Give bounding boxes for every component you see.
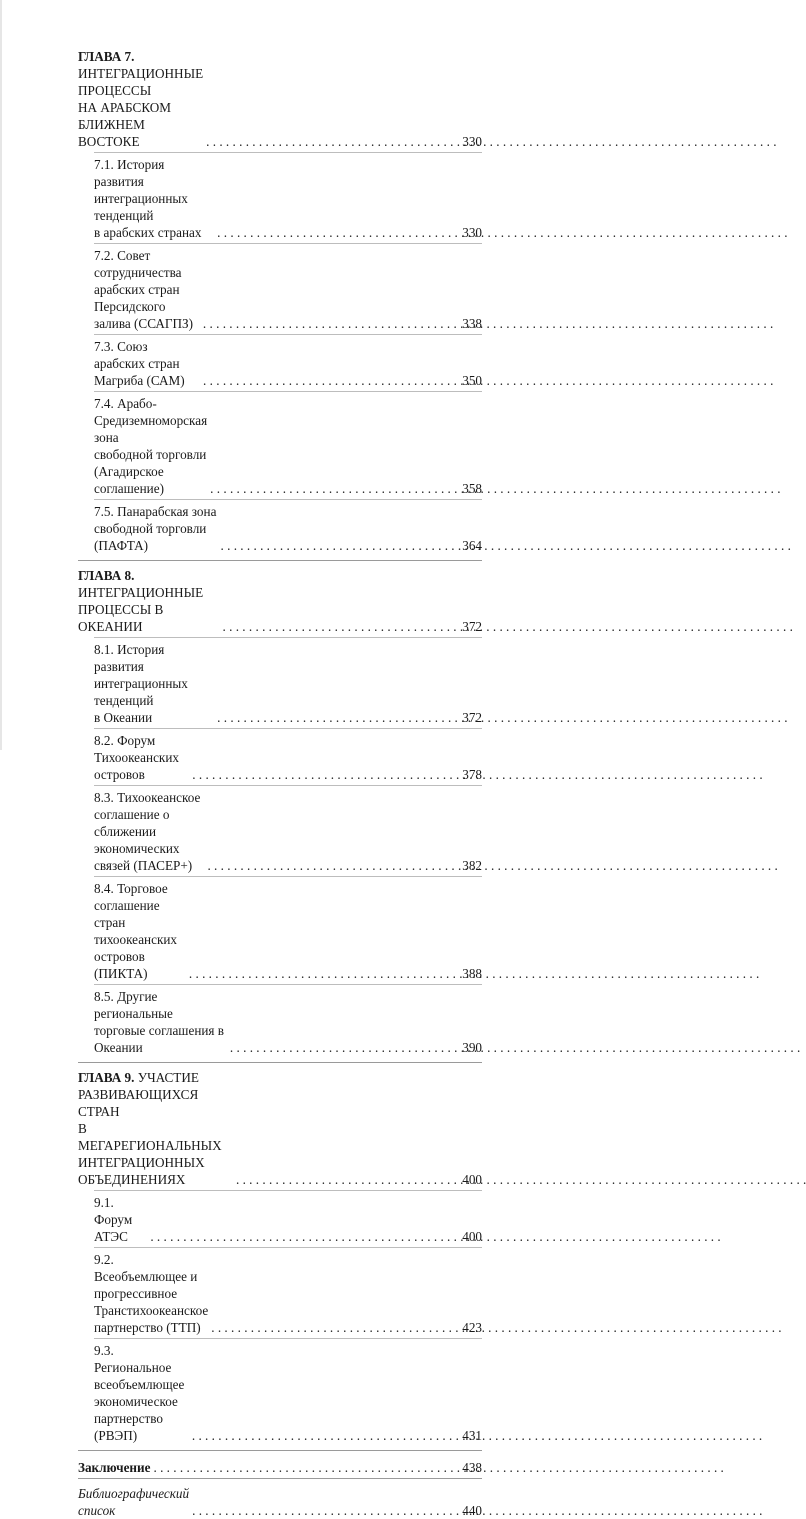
divider: [94, 984, 482, 985]
divider: [94, 391, 482, 392]
divider: [78, 1478, 482, 1479]
toc-item-line2: свободной торговли (Агадирское соглашение): [94, 447, 207, 496]
toc-item-8-5[interactable]: [78, 988, 482, 1056]
toc-item-page: 431: [462, 1428, 482, 1443]
toc-item-9-2[interactable]: [78, 1251, 482, 1336]
toc-item-line1: 8.3. Тихоокеанское соглашение о сближении: [94, 790, 201, 839]
toc-item-7-4[interactable]: [78, 395, 482, 497]
toc-item-line2: Транстихоокеанское партнерство (ТТП): [94, 1303, 209, 1335]
toc-item-line1: 7.3. Союз арабских стран Магриба (САМ): [94, 339, 185, 388]
divider: [94, 152, 482, 153]
chapter-9-page: 400: [462, 1172, 482, 1187]
toc-item-line2: экономическое партнерство (РВЭП): [94, 1394, 178, 1443]
toc-item-line1: 7.1. История развития интеграционных тенденций: [94, 157, 188, 223]
dot-leader: [150, 1228, 459, 1245]
chapter-9-title-line2: В МЕГАРЕГИОНАЛЬНЫХ ИНТЕГРАЦИОННЫХ ОБЪЕДИНЕНИЯХ: [78, 1121, 222, 1187]
chapter-8-page: 372: [462, 619, 482, 634]
toc-item-7-5[interactable]: [78, 503, 482, 554]
toc-item-page: 423: [462, 1320, 482, 1335]
dot-leader: [153, 1459, 459, 1476]
divider: [94, 785, 482, 786]
page-edge: [0, 0, 2, 750]
toc-item-page: 364: [462, 538, 482, 553]
toc-item-9-3[interactable]: [78, 1342, 482, 1444]
toc-item-7-1[interactable]: [78, 156, 482, 241]
dot-leader: [236, 1171, 459, 1188]
dot-leader: [217, 224, 459, 241]
dot-leader: [207, 857, 459, 874]
dot-leader: [192, 1502, 459, 1519]
chapter-7-heading[interactable]: [78, 48, 482, 150]
bibliography-label: Библиографический список: [78, 1486, 190, 1518]
toc-item-7-2[interactable]: [78, 247, 482, 332]
chapter-7-label: ГЛАВА 7.: [78, 49, 135, 64]
toc-item-page: 378: [462, 767, 482, 782]
toc-item-8-2[interactable]: [78, 732, 482, 783]
dot-leader: [210, 480, 459, 497]
dot-leader: [206, 133, 459, 150]
toc-bibliography[interactable]: [78, 1485, 482, 1519]
chapter-9-title-line1: УЧАСТИЕ РАЗВИВАЮЩИХСЯ СТРАН: [78, 1070, 199, 1119]
toc-item-7-3[interactable]: [78, 338, 482, 389]
toc-item-page: 372: [462, 710, 482, 725]
chapter-9-heading[interactable]: [78, 1069, 482, 1188]
toc-item-line1: 8.2. Форум Тихоокеанских островов: [94, 733, 179, 782]
dot-leader: [221, 537, 459, 554]
chapter-8-heading[interactable]: [78, 567, 482, 635]
divider: [94, 1247, 482, 1248]
toc-item-8-3[interactable]: [78, 789, 482, 874]
conclusion-page: 438: [462, 1460, 482, 1475]
toc-item-line2: тихоокеанских островов (ПИКТА): [94, 932, 178, 981]
toc-item-page: 388: [462, 966, 482, 981]
toc-item-line1: 7.5. Панарабская зона свободной торговли (ПАФТА): [94, 504, 217, 553]
chapter-9-label: ГЛАВА 9.: [78, 1070, 135, 1085]
bibliography-page: 440: [462, 1503, 482, 1518]
toc-item-8-1[interactable]: [78, 641, 482, 726]
toc-item-page: 350: [462, 373, 482, 388]
dot-leader: [211, 1319, 459, 1336]
divider: [94, 728, 482, 729]
chapter-8: [78, 567, 482, 1056]
toc-item-page: 358: [462, 481, 482, 496]
dot-leader: [230, 1039, 459, 1056]
chapter-8-label: ГЛАВА 8.: [78, 568, 135, 583]
dot-leader: [192, 766, 459, 783]
divider: [94, 334, 482, 335]
chapter-divider: [78, 1062, 482, 1063]
chapter-divider: [78, 560, 482, 561]
toc-item-line1: 8.1. История развития интеграционных тенденций: [94, 642, 188, 708]
toc-item-page: 400: [462, 1229, 482, 1244]
toc-item-line1: 7.4. Арабо-Средиземноморская зона: [94, 396, 208, 445]
toc-item-8-4[interactable]: [78, 880, 482, 982]
chapter-8-title-line1: ИНТЕГРАЦИОННЫЕ ПРОЦЕССЫ В ОКЕАНИИ: [78, 585, 204, 634]
toc-conclusion[interactable]: [78, 1459, 482, 1476]
chapter-divider: [78, 1450, 482, 1451]
chapter-7-title-line1: ИНТЕГРАЦИОННЫЕ ПРОЦЕССЫ: [78, 66, 204, 98]
chapter-9: [78, 1069, 482, 1444]
dot-leader: [203, 315, 459, 332]
chapter-7-page: 330: [462, 134, 482, 149]
toc-item-line2: Персидского залива (ССАГПЗ): [94, 299, 194, 331]
toc-item-line1: 9.3. Региональное всеобъемлющее: [94, 1343, 185, 1392]
toc-item-line1: 7.2. Совет сотрудничества арабских стран: [94, 248, 182, 297]
conclusion-label: Заключение: [78, 1460, 151, 1475]
chapter-7-title-line2: НА АРАБСКОМ БЛИЖНЕМ ВОСТОКЕ: [78, 100, 172, 149]
dot-leader: [217, 709, 459, 726]
divider: [94, 637, 482, 638]
toc-item-page: 330: [462, 225, 482, 240]
toc-item-page: 338: [462, 316, 482, 331]
chapter-7: [78, 48, 482, 554]
table-of-contents: [78, 48, 482, 1519]
toc-item-line2: в арабских странах: [94, 225, 202, 240]
divider: [94, 243, 482, 244]
dot-leader: [189, 965, 459, 982]
dot-leader: [223, 618, 460, 635]
dot-leader: [192, 1427, 459, 1444]
divider: [94, 876, 482, 877]
dot-leader: [203, 372, 459, 389]
toc-item-page: 390: [462, 1040, 482, 1055]
divider: [94, 499, 482, 500]
toc-item-line1: 9.1. Форум АТЭС: [94, 1195, 133, 1244]
toc-item-line2: в Океании: [94, 710, 153, 725]
toc-item-line2: экономических связей (ПАСЕР+): [94, 841, 193, 873]
divider: [94, 1190, 482, 1191]
toc-item-line1: 9.2. Всеобъемлющее и прогрессивное: [94, 1252, 198, 1301]
toc-item-page: 382: [462, 858, 482, 873]
toc-item-line1: 8.4. Торговое соглашение стран: [94, 881, 168, 930]
toc-item-9-1[interactable]: [78, 1194, 482, 1245]
divider: [94, 1338, 482, 1339]
toc-item-line1: 8.5. Другие региональные торговые соглашения в Океании: [94, 989, 225, 1055]
